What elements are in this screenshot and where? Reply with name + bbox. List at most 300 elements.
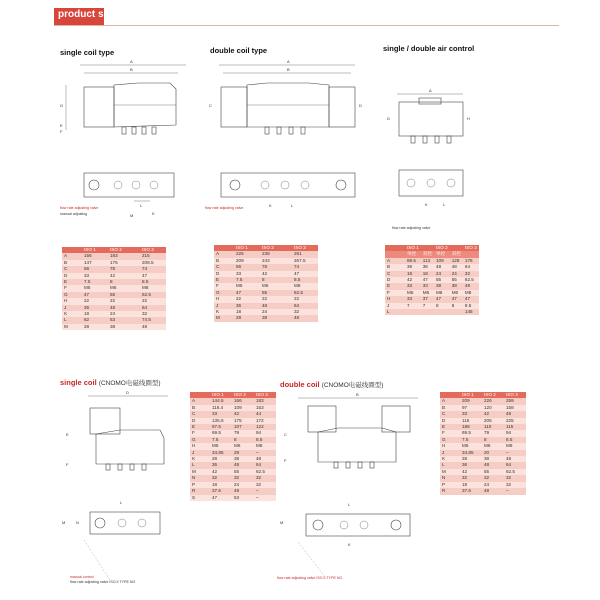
dimension-value-cell: 24 [232, 482, 254, 488]
svg-text:B: B [130, 67, 133, 72]
dimension-value-cell: 8.5 [463, 303, 479, 309]
dimension-value-cell: 37.6 [210, 488, 232, 494]
dimension-value-cell: 22 [260, 296, 292, 302]
dimension-key-cell: L [440, 462, 460, 468]
dimension-value-cell: 28 [460, 456, 482, 462]
dimension-key-cell: B [62, 260, 82, 266]
svg-text:M: M [130, 213, 134, 218]
dimension-value-cell: M5 [421, 290, 434, 296]
dimension-value-cell: 88.5 [405, 258, 421, 264]
dimension-key-cell: D [190, 418, 210, 424]
double-coil-type-label: double coil type [210, 46, 268, 55]
dimension-value-cell: 22 [292, 296, 318, 302]
dimension-value-cell: M8 [463, 290, 479, 296]
dimension-value-cell: 7.5 [210, 437, 232, 443]
dimension-value-cell: 48 [482, 488, 504, 494]
dimension-value-cell: 32 [254, 475, 276, 481]
dimension-value-cell: M6 [482, 443, 504, 449]
double-coil-drawing [205, 55, 370, 215]
dimension-value-cell: 172 [254, 418, 276, 424]
svg-text:B: B [356, 392, 359, 397]
flow-rate-iso-note-1: flow rate adjusting valve ISO II TYPE NO [70, 580, 136, 584]
dimension-key-cell: J [385, 303, 405, 309]
svg-text:K: K [269, 203, 272, 208]
dimension-key-cell: A [190, 398, 210, 404]
dimension-value-cell: 55 [232, 469, 254, 475]
dimension-value-cell: 144.5 [210, 398, 232, 404]
dimension-value-cell: 7 [405, 303, 421, 309]
dimension-value-cell: 97 [460, 405, 482, 411]
dimension-value-cell: – [504, 488, 526, 494]
cnomo-double-label: double coil (CNOMO电磁线圈型) [280, 380, 384, 389]
dimension-value-cell: M6 [434, 290, 450, 296]
dimension-key-cell: J [190, 450, 210, 456]
dimension-key-cell: H [214, 296, 234, 302]
dimension-value-cell: 48 [260, 303, 292, 309]
dimension-value-cell: 109 [232, 405, 254, 411]
air-control-label: single / double air control [383, 44, 475, 53]
dimension-key-cell: P [440, 482, 460, 488]
table-header-row: ISO 1 ISO 2 ISO 3 [385, 245, 479, 251]
svg-text:L: L [120, 500, 123, 505]
dimension-value-cell: 128 [450, 258, 463, 264]
dimension-value-cell: 38 [434, 283, 450, 289]
dimension-value-cell: 147 [82, 260, 108, 266]
dimension-value-cell: M8 [504, 443, 526, 449]
flow-rate-iso-note-2: flow rate adjusting valve ISO II TYPE NO [277, 576, 343, 580]
dimension-value-cell: 37 [421, 296, 434, 302]
dimension-value-cell: 42 [405, 277, 421, 283]
dimension-value-cell: 156 [82, 253, 108, 259]
dimension-value-cell: 18 [421, 271, 434, 277]
cnomo-single-label: single coil (CNOMO电磁线圈型) [60, 378, 161, 387]
dimension-value-cell: 55 [450, 277, 463, 283]
dimension-value-cell: 69.5 [210, 430, 232, 436]
dimension-value-cell: 62.5 [463, 277, 479, 283]
svg-text:L: L [443, 202, 446, 207]
dimension-key-cell: E [62, 279, 82, 285]
dimension-value-cell: 116 [460, 418, 482, 424]
dimension-value-cell: 145 [463, 309, 479, 315]
dimension-value-cell: 66 [234, 264, 260, 270]
dimension-key-cell: E [214, 277, 234, 283]
svg-text:D: D [359, 103, 362, 108]
dimension-key-cell: C [62, 266, 82, 272]
dimension-value-cell: 24 [482, 482, 504, 488]
dimension-value-cell: 48 [463, 283, 479, 289]
dimension-key-cell: M [62, 324, 82, 330]
dimension-value-cell: 18 [82, 311, 108, 317]
dimension-key-cell: B [214, 258, 234, 264]
dimension-value-cell: 24 [450, 271, 463, 277]
dimension-key-cell: E [385, 283, 405, 289]
dimension-key-cell: K [214, 309, 234, 315]
dimension-value-cell: 62.5 [140, 292, 166, 298]
dimension-value-cell: 42 [232, 411, 254, 417]
dimension-value-cell: 74 [140, 266, 166, 272]
single-coil-table [62, 247, 166, 330]
dimension-value-cell: 47 [210, 495, 232, 501]
dimension-key-cell: A [62, 253, 82, 259]
dimension-value-cell: 33 [405, 283, 421, 289]
dimension-value-cell: 48 [254, 456, 276, 462]
dimension-value-cell: 42 [460, 469, 482, 475]
dimension-value-cell: 48 [482, 462, 504, 468]
dimension-value-cell: 38 [482, 456, 504, 462]
dimension-value-cell: 175 [232, 418, 254, 424]
dimension-value-cell: 36 [460, 462, 482, 468]
dimension-key-cell: S [190, 495, 210, 501]
dimension-value-cell: 178 [463, 258, 479, 264]
dimension-value-cell: 42 [482, 411, 504, 417]
dimension-key-cell: H [62, 298, 82, 304]
dimension-value-cell: 48 [434, 264, 450, 270]
dimension-value-cell: 48 [292, 315, 318, 321]
dimension-value-cell: 48 [232, 462, 254, 468]
dimension-value-cell: 47 [140, 273, 166, 279]
dimension-value-cell: 28 [82, 324, 108, 330]
dimension-value-cell: 48 [450, 264, 463, 270]
svg-text:K: K [152, 211, 155, 216]
dimension-value-cell: 38 [260, 315, 292, 321]
dimension-value-cell: 33 [210, 411, 232, 417]
dimension-value-cell: 47 [450, 296, 463, 302]
dimension-value-cell: 34.85 [460, 450, 482, 456]
dimension-value-cell: 32 [504, 482, 526, 488]
table-header-row: ISO 1 ISO 2 ISO 3 [62, 247, 166, 253]
dimension-key-cell: K [190, 456, 210, 462]
svg-text:F: F [66, 462, 69, 467]
dimension-key-cell: R [440, 488, 460, 494]
dimension-value-cell: M6 [108, 285, 140, 291]
dimension-value-cell: 32 [292, 309, 318, 315]
flow-rate-note-3: flow rate adjusting valve [392, 226, 431, 230]
dimension-value-cell: 53 [232, 495, 254, 501]
dimension-value-cell: 44 [254, 411, 276, 417]
dimension-value-cell: 8 [260, 277, 292, 283]
dimension-value-cell: M6 [232, 443, 254, 449]
dimension-key-cell: B [385, 264, 405, 270]
dimension-value-cell: 38 [232, 456, 254, 462]
flow-rate-note-1: flow rate adjusting valve [60, 206, 99, 210]
dimension-value-cell: 33 [421, 283, 434, 289]
dimension-key-cell: C [440, 411, 460, 417]
dimension-value-cell: 36 [421, 264, 434, 270]
dimension-value-cell: M5 [460, 443, 482, 449]
dimension-value-cell: 48 [504, 411, 526, 417]
dimension-value-cell: 135.5 [210, 418, 232, 424]
header-rule [54, 25, 559, 26]
svg-text:B: B [287, 67, 290, 72]
dimension-value-cell: 97.5 [210, 424, 232, 430]
page-header [0, 0, 600, 40]
dimension-value-cell: 36 [210, 462, 232, 468]
dimension-value-cell: 18 [460, 482, 482, 488]
dimension-value-cell: 94 [254, 430, 276, 436]
dimension-key-cell: B [440, 405, 460, 411]
dimension-value-cell: 8 [232, 437, 254, 443]
dimension-key-cell: J [440, 450, 460, 456]
dimension-value-cell: M6 [260, 283, 292, 289]
dimension-value-cell [450, 309, 463, 315]
svg-text:L: L [140, 203, 143, 208]
dimension-value-cell: 158 [504, 405, 526, 411]
svg-text:F: F [60, 129, 63, 134]
dimension-value-cell: 22 [234, 296, 260, 302]
dimension-value-cell: 32 [482, 475, 504, 481]
dimension-key-cell: D [385, 277, 405, 283]
dimension-key-cell: N [190, 475, 210, 481]
dimension-key-cell: J [62, 305, 82, 311]
svg-text:K: K [425, 202, 428, 207]
dimension-value-cell: 78 [108, 266, 140, 272]
dimension-key-cell: F [440, 430, 460, 436]
dimension-value-cell: 48 [108, 305, 140, 311]
single-coil-type-label: single coil type [60, 48, 115, 57]
dimension-key-cell: C [214, 264, 234, 270]
dimension-value-cell: 42 [260, 271, 292, 277]
dimension-value-cell: 47 [234, 290, 260, 296]
dimension-value-cell: – [504, 450, 526, 456]
dimension-key-cell: H [385, 296, 405, 302]
dimension-value-cell: 94 [504, 430, 526, 436]
dimension-value-cell: 79 [482, 430, 504, 436]
dimension-value-cell: 28 [234, 315, 260, 321]
dimension-value-cell: 153 [254, 405, 276, 411]
dimension-value-cell: 113 [421, 258, 434, 264]
dimension-key-cell: G [214, 290, 234, 296]
dimension-value-cell: 209 [460, 398, 482, 404]
dimension-key-cell: M [190, 469, 210, 475]
dimension-key-cell: H [190, 443, 210, 449]
svg-text:D: D [387, 116, 390, 121]
table-header-row: ISO 1 ISO 2 ISO 3 [214, 245, 318, 251]
dimension-key-cell: H [440, 443, 460, 449]
dimension-value-cell: 42 [108, 273, 140, 279]
dimension-value-cell: 215 [140, 253, 166, 259]
svg-text:A: A [130, 59, 133, 64]
dimension-value-cell: 62.5 [504, 469, 526, 475]
dimension-value-cell: 47 [82, 292, 108, 298]
dimension-value-cell: 55 [434, 277, 450, 283]
dimension-value-cell: 183 [254, 398, 276, 404]
page-title: product size [58, 9, 117, 20]
table-row [62, 324, 166, 330]
dimension-value-cell: 34.85 [210, 450, 232, 456]
dimension-value-cell: 116.4 [210, 405, 232, 411]
double-coil-table [214, 245, 318, 322]
dimension-value-cell: 205 [482, 418, 504, 424]
dimension-value-cell: 74 [292, 264, 318, 270]
svg-text:C: C [284, 432, 287, 437]
dimension-value-cell: 22 [140, 298, 166, 304]
dimension-key-cell: F [62, 285, 82, 291]
dimension-value-cell: 188 [460, 424, 482, 430]
dimension-value-cell: 24 [260, 309, 292, 315]
svg-text:L: L [291, 203, 294, 208]
dimension-value-cell: 18 [210, 482, 232, 488]
dimension-key-cell: K [62, 311, 82, 317]
svg-text:K: K [348, 542, 351, 547]
dimension-value-cell: 8.5 [254, 437, 276, 443]
dimension-value-cell: 48 [232, 488, 254, 494]
dimension-value-cell: – [254, 488, 276, 494]
dimension-value-cell: M8 [292, 283, 318, 289]
dimension-value-cell: 37.6 [460, 488, 482, 494]
dimension-value-cell: 78 [260, 264, 292, 270]
dimension-value-cell: 55 [108, 292, 140, 298]
dimension-key-cell: L [62, 317, 82, 323]
dimension-value-cell: 166 [232, 398, 254, 404]
dimension-value-cell [434, 309, 450, 315]
dimension-value-cell: 8.5 [140, 279, 166, 285]
dimension-key-cell: D [440, 418, 460, 424]
dimension-value-cell: 115 [504, 424, 526, 430]
dimension-key-cell: P [190, 482, 210, 488]
svg-text:H: H [467, 116, 470, 121]
dimension-value-cell: 267.5 [292, 258, 318, 264]
dimension-value-cell: 32 [232, 475, 254, 481]
dimension-value-cell: M5 [82, 285, 108, 291]
dimension-value-cell: M5 [234, 283, 260, 289]
dimension-value-cell: 7.5 [460, 437, 482, 443]
dimension-value-cell: 18 [405, 271, 421, 277]
dimension-value-cell: 8 [450, 303, 463, 309]
svg-text:M: M [280, 520, 284, 525]
dimension-value-cell: 32 [463, 271, 479, 277]
dimension-value-cell: 238 [260, 251, 292, 257]
dimension-value-cell: 8.5 [504, 437, 526, 443]
dimension-key-cell: L [190, 462, 210, 468]
dimension-key-cell: C [385, 271, 405, 277]
dimension-value-cell: 64 [463, 264, 479, 270]
dimension-value-cell: – [254, 495, 276, 501]
dimension-key-cell: A [440, 398, 460, 404]
dimension-value-cell: M5 [405, 290, 421, 296]
dimension-value-cell: 8 [108, 279, 140, 285]
dimension-value-cell: 226 [234, 251, 260, 257]
dimension-key-cell: D [214, 271, 234, 277]
dimension-value-cell: 7.5 [82, 279, 108, 285]
dimension-key-cell: B [190, 405, 210, 411]
dimension-value-cell: 107 [232, 424, 254, 430]
dimension-value-cell: M8 [254, 443, 276, 449]
cnomo-double-table [440, 392, 526, 495]
svg-text:M: M [62, 520, 66, 525]
dimension-value-cell: 62.5 [292, 290, 318, 296]
dimension-value-cell: 120 [482, 405, 504, 411]
dimension-value-cell: 24 [108, 311, 140, 317]
dimension-value-cell: 62 [82, 317, 108, 323]
dimension-value-cell: 42 [210, 469, 232, 475]
table-subheader-row: 单控 双控 单控 双控 [385, 251, 479, 257]
flow-rate-note-2: flow rate adjusting valve [205, 206, 244, 210]
dimension-value-cell: 24 [434, 271, 450, 277]
dimension-value-cell: 243 [260, 258, 292, 264]
air-control-table [385, 245, 479, 315]
cnomo-single-table [190, 392, 276, 501]
table-row [190, 495, 276, 501]
dimension-key-cell: G [62, 292, 82, 298]
dimension-value-cell: 33 [460, 411, 482, 417]
dimension-value-cell: 79 [232, 430, 254, 436]
dimension-value-cell: 62.5 [254, 469, 276, 475]
svg-text:A: A [287, 59, 290, 64]
cnomo-double-drawing [278, 392, 438, 582]
dimension-value-cell: 209 [234, 258, 260, 264]
dimension-key-cell: F [214, 283, 234, 289]
dimension-value-cell: 8.5 [292, 277, 318, 283]
dimension-value-cell: 8 [482, 437, 504, 443]
dimension-value-cell: 32 [504, 475, 526, 481]
dimension-key-cell: G [190, 437, 210, 443]
dimension-value-cell: 48 [504, 456, 526, 462]
svg-text:F: F [284, 458, 287, 463]
dimension-value-cell: 36 [82, 305, 108, 311]
dimension-value-cell: 18 [234, 309, 260, 315]
dimension-key-cell: F [190, 430, 210, 436]
dimension-value-cell: 53 [108, 317, 140, 323]
cnomo-single-drawing [60, 390, 185, 590]
dimension-value-cell: 69.5 [460, 430, 482, 436]
dimension-value-cell: 66 [82, 266, 108, 272]
dimension-key-cell: N [440, 475, 460, 481]
dimension-value-cell: 33 [405, 296, 421, 302]
dimension-value-cell: 38 [108, 324, 140, 330]
dimension-value-cell: 36 [234, 303, 260, 309]
dimension-value-cell: M5 [210, 443, 232, 449]
dimension-key-cell: C [190, 411, 210, 417]
dimension-value-cell: – [254, 450, 276, 456]
dimension-value-cell: 22 [108, 298, 140, 304]
svg-text:C: C [209, 103, 212, 108]
manual-adjusting-note: manual adjusting [60, 212, 88, 216]
svg-text:N: N [76, 520, 79, 525]
dimension-value-cell: 33 [82, 273, 108, 279]
dimension-value-cell: 32 [460, 475, 482, 481]
dimension-value-cell: 28 [210, 456, 232, 462]
dimension-value-cell: 226 [482, 398, 504, 404]
dimension-key-cell: A [214, 251, 234, 257]
dimension-value-cell: 175 [108, 260, 140, 266]
dimension-value-cell: 109 [434, 258, 450, 264]
dimension-value-cell: 64 [254, 462, 276, 468]
dimension-key-cell: L [385, 309, 405, 315]
svg-text:E: E [66, 432, 69, 437]
svg-text:D: D [126, 390, 129, 395]
dimension-value-cell: M8 [140, 285, 166, 291]
dimension-key-cell: G [440, 437, 460, 443]
svg-text:A: A [429, 88, 432, 93]
dimension-value-cell: 38 [450, 283, 463, 289]
table-header-row: ISO 1 ISO 2 ISO 3 [190, 392, 276, 398]
dimension-value-cell: 8 [434, 303, 450, 309]
dimension-key-cell: M [214, 315, 234, 321]
dimension-value-cell: 74.5 [140, 317, 166, 323]
table-header-row: ISO 1 ISO 2 ISO 3 [440, 392, 526, 398]
dimension-value-cell: 64 [292, 303, 318, 309]
dimension-key-cell: D [62, 273, 82, 279]
table-row [214, 315, 318, 321]
dimension-value-cell: 32 [140, 311, 166, 317]
table-row [440, 488, 526, 494]
dimension-value-cell: 47 [463, 296, 479, 302]
dimension-key-cell: E [190, 424, 210, 430]
dimension-value-cell: 122 [254, 424, 276, 430]
dimension-value-cell: 32 [254, 482, 276, 488]
dimension-value-cell: 64 [140, 305, 166, 311]
single-coil-drawing [58, 55, 198, 218]
